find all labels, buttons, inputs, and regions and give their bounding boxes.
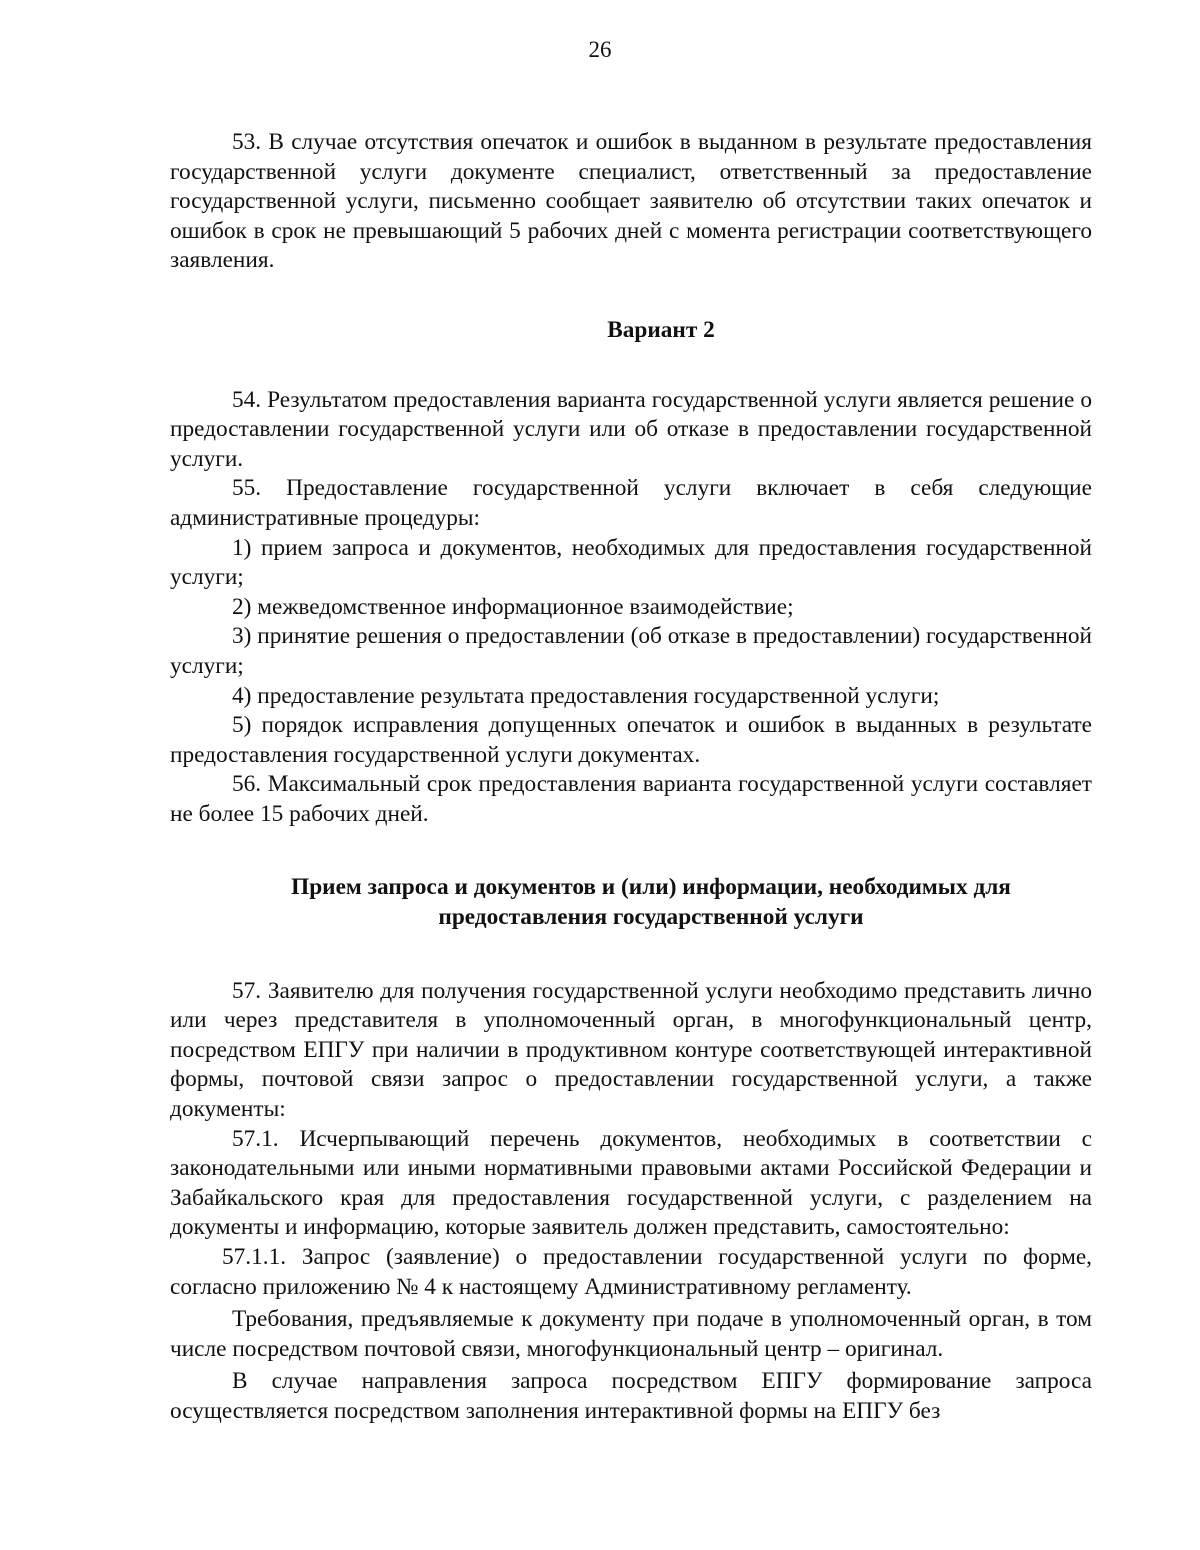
paragraph-55: 55. Предоставление государственной услуги включает в себя следующие административные процедуры: xyxy=(170,475,1092,531)
paragraph-54: 54. Результатом предоставления варианта государственной услуги является решение о предоставлении государственной услуги или об отказе в предоставлении государственной услуги. xyxy=(170,386,1092,472)
list-item-procedure-3: 3) принятие решения о предоставлении (об отказе в предоставлении) государственной услуги; xyxy=(170,623,1092,679)
heading-variant-2: Вариант 2 xyxy=(607,316,715,343)
paragraph-53: 53. В случае отсутствия опечаток и ошибок в выданном в результате предоставления государственной услуги документе специалист, ответственный за предоставление государственной услуги, письменно сообщает заявителю об отсутствии таких опечаток и ошибок в срок не превышающий 5 рабочих дней с момента регистрации соответствующего заявления. xyxy=(170,129,1092,274)
paragraph-requirements: Требования, предъявляемые к документу при подаче в уполномоченный орган, в том числе посредством почтовой связи, многофункциональный центр – оригинал. xyxy=(170,1306,1092,1362)
list-item-procedure-5: 5) порядок исправления допущенных опечаток и ошибок в выданных в результате предоставления государственной услуги документах. xyxy=(170,712,1092,768)
paragraph-57: 57. Заявителю для получения государственной услуги необходимо представить лично или через представителя в уполномоченный орган, в многофункциональный центр, посредством ЕПГУ при наличии в продуктивном контуре соответствующей интерактивной формы, почтовой связи запрос о предоставлении государственной услуги, а также документы: xyxy=(170,977,1092,1123)
list-item-procedure-1: 1) прием запроса и документов, необходимых для предоставления государственной услуги; xyxy=(170,534,1092,591)
document-body xyxy=(170,128,1092,1427)
paragraph-56: 56. Максимальный срок предоставления варианта государственной услуги составляет не более 15 рабочих дней. xyxy=(170,771,1092,827)
list-item-procedure-4: 4) предоставление результата предоставления государственной услуги; xyxy=(232,682,940,709)
paragraph-57-1: 57.1. Исчерпывающий перечень документов, необходимых в соответствии с законодательными или иными нормативными правовыми актами Российской Федерации и Забайкальского края для предоставления государственной услуги, с разделением на документы и информацию, которые заявитель должен представить, самостоятельно: xyxy=(170,1125,1092,1241)
section-heading-line-2: предоставления государственной услуги xyxy=(438,904,864,931)
page-number: 26 xyxy=(588,37,612,62)
paragraph-57-1-1: 57.1.1. Запрос (заявление) о предоставлении государственной услуги по форме, согласно приложению № 4 к настоящему Административному регламенту. xyxy=(170,1244,1092,1300)
section-heading xyxy=(170,873,1092,932)
list-item-procedure-2: 2) межведомственное информационное взаимодействие; xyxy=(232,593,794,620)
paragraph-epgu: В случае направления запроса посредством ЕПГУ формирование запроса осуществляется посредством заполнения интерактивной формы на ЕПГУ без xyxy=(170,1368,1092,1424)
section-heading-line-1: Прием запроса и документов и (или) информации, необходимых для xyxy=(291,874,1011,901)
